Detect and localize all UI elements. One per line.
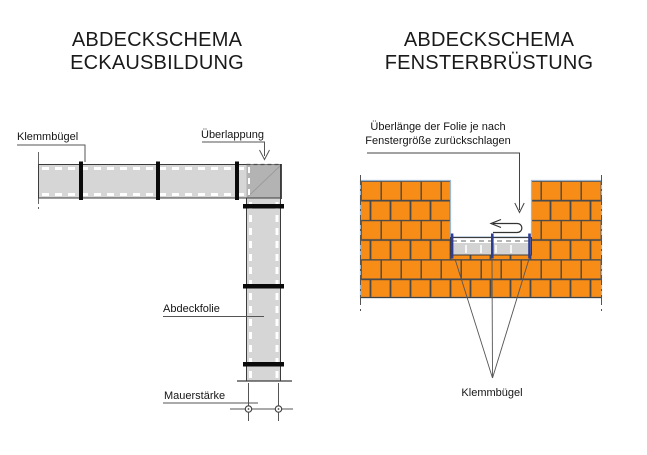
- right-title-line2: FENSTERBRÜSTUNG: [384, 52, 594, 74]
- klemmbuegel-leader-line: [17, 145, 85, 162]
- label-klemmbuegel-left: Klemmbügel: [17, 131, 79, 143]
- note-ueberlaenge: [353, 121, 523, 148]
- fold-back-arrow-body: [493, 224, 522, 233]
- wall-thickness-dimension: [230, 381, 293, 421]
- ueberlappung-leader-arrow: [202, 142, 270, 160]
- corner-overlap-area: [247, 164, 282, 199]
- label-klemmbuegel-right: Klemmbügel: [461, 387, 523, 399]
- clamp-mark: [243, 362, 284, 367]
- dimension-endpoint-dot: [248, 408, 250, 410]
- dimension-endpoint-dot: [278, 408, 280, 410]
- corner-detail-drawing: [17, 142, 293, 421]
- label-mauerstaerke: Mauerstärke: [164, 390, 226, 402]
- clamp-mark-blue: [528, 234, 531, 259]
- clamp-mark: [243, 284, 284, 289]
- note-line1: Überlänge der Folie je nach: [370, 121, 506, 133]
- window-sill-drawing: [360, 153, 602, 378]
- fold-back-arrow-icon: [491, 220, 522, 233]
- left-diagram-title: [37, 29, 277, 75]
- clamp-mark: [156, 162, 160, 201]
- left-title-line1: ABDECKSCHEMA: [71, 29, 243, 51]
- leader-line: [492, 259, 493, 378]
- label-abdeckfolie: Abdeckfolie: [163, 303, 220, 315]
- clamp-mark-blue: [451, 234, 454, 259]
- vertical-foil-band: [247, 198, 281, 381]
- ueberlappung-leader-line: [202, 142, 265, 156]
- label-ueberlappung: Überlappung: [201, 129, 264, 141]
- note-line2: Fenstergröße zurückschlagen: [365, 134, 511, 147]
- left-title-line2: ECKAUSBILDUNG: [70, 52, 244, 74]
- clamp-mark: [79, 162, 83, 201]
- right-title-line1: ABDECKSCHEMA: [403, 29, 575, 51]
- clamp-mark: [243, 204, 284, 209]
- right-diagram-title: [369, 29, 609, 75]
- clamp-mark-blue: [491, 234, 494, 259]
- clamp-mark: [235, 162, 239, 201]
